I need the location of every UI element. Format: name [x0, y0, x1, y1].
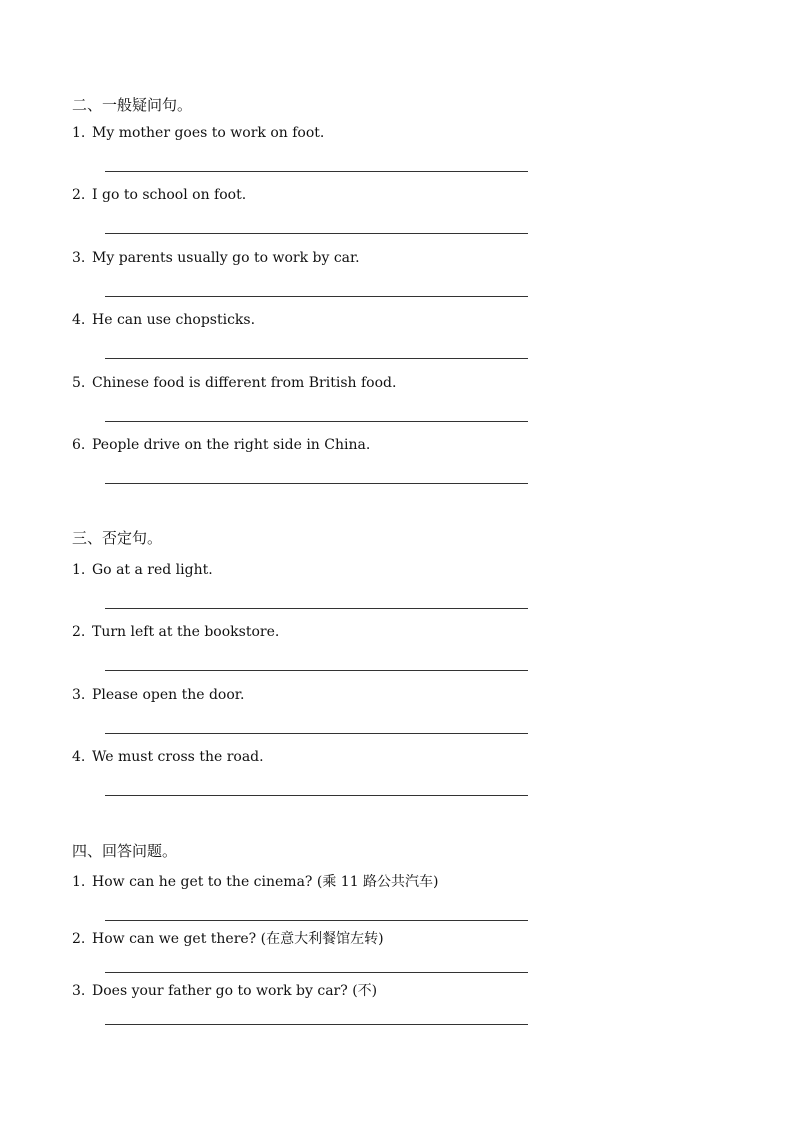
answer-line[interactable]	[105, 171, 528, 172]
section-heading: 二、一般疑问句。	[72, 96, 193, 114]
answer-line[interactable]	[105, 920, 528, 921]
question-item	[72, 748, 264, 766]
question-item	[72, 982, 377, 1000]
answer-line[interactable]	[105, 296, 528, 297]
question-number: 3.	[72, 250, 86, 266]
question-number: 1.	[72, 874, 86, 890]
answer-line[interactable]	[105, 1024, 528, 1025]
question-number: 6.	[72, 437, 86, 453]
answer-line[interactable]	[105, 795, 528, 796]
answer-line[interactable]	[105, 972, 528, 973]
question-text: Go at a red light.	[92, 562, 213, 578]
question-text: He can use chopsticks.	[92, 312, 256, 328]
question-text: How can he get to the cinema? (乘 11 路公共汽车)	[92, 874, 439, 890]
question-text: People drive on the right side in China.	[92, 437, 371, 453]
question-item	[72, 873, 439, 891]
answer-line[interactable]	[105, 358, 528, 359]
question-item	[72, 249, 360, 267]
answer-line[interactable]	[105, 608, 528, 609]
section-heading: 四、回答问题。	[72, 842, 178, 860]
question-number: 2.	[72, 931, 86, 947]
question-text: I go to school on foot.	[92, 187, 247, 203]
question-item	[72, 186, 246, 204]
question-number: 4.	[72, 312, 86, 328]
question-text: Please open the door.	[92, 687, 245, 703]
question-item	[72, 436, 370, 454]
answer-line[interactable]	[105, 733, 528, 734]
answer-line[interactable]	[105, 421, 528, 422]
question-number: 3.	[72, 983, 86, 999]
question-number: 2.	[72, 624, 86, 640]
question-item	[72, 623, 279, 641]
question-item	[72, 686, 244, 704]
answer-line[interactable]	[105, 233, 528, 234]
question-item	[72, 561, 213, 579]
question-item	[72, 930, 384, 948]
section-heading: 三、否定句。	[72, 529, 163, 547]
question-item	[72, 124, 324, 142]
question-text: Chinese food is different from British food.	[92, 375, 397, 391]
question-text: How can we get there? (在意大利餐馆左转)	[92, 931, 384, 947]
question-text: We must cross the road.	[92, 749, 264, 765]
question-number: 1.	[72, 562, 86, 578]
answer-line[interactable]	[105, 670, 528, 671]
question-number: 2.	[72, 187, 86, 203]
question-item	[72, 374, 396, 392]
question-text: Does your father go to work by car? (不)	[92, 983, 378, 999]
question-number: 1.	[72, 125, 86, 141]
question-text: My parents usually go to work by car.	[92, 250, 360, 266]
question-text: My mother goes to work on foot.	[92, 125, 325, 141]
question-number: 5.	[72, 375, 86, 391]
answer-line[interactable]	[105, 483, 528, 484]
question-number: 4.	[72, 749, 86, 765]
question-text: Turn left at the bookstore.	[92, 624, 280, 640]
question-number: 3.	[72, 687, 86, 703]
question-item	[72, 311, 255, 329]
